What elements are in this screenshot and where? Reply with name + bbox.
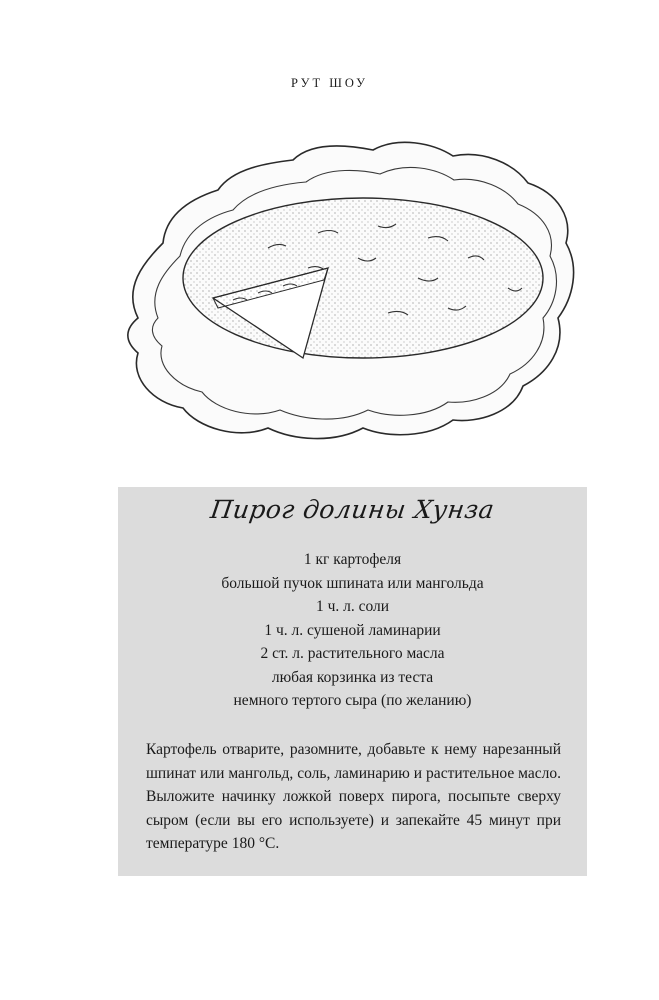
ingredient-item: любая корзинка из теста	[271, 668, 434, 686]
ingredient-item: 1 ч. л. соли	[315, 598, 390, 615]
pie-in-tart-dish-drawing-icon	[118, 128, 578, 446]
ingredient-item: большой пучок шпината или мангольда	[221, 574, 484, 592]
ingredient-item: 2 ст. л. растительного масла	[260, 645, 445, 662]
running-head: РУТ ШОУ	[290, 76, 369, 90]
ingredient-item: 1 ч. л. сушеной ламинарии	[264, 621, 441, 639]
ingredient-item: 1 кг картофеля	[303, 551, 402, 568]
ingredient-item: немного тертого сыра (по желанию)	[233, 692, 472, 709]
method-paragraph: Картофель отварите, разомните, добавьте к нему нарезанный шпинат или мангольд, соль, ламинарию и растительное масло. Выложите начинку ложкой поверх пирога, посыпьте сверху сыром (если вы его используете) и запекайте 45 минут при температуре 180 °С.	[146, 741, 561, 852]
ingredients-list	[118, 548, 587, 713]
recipe-title: Пирог долины Хунза	[208, 495, 497, 524]
